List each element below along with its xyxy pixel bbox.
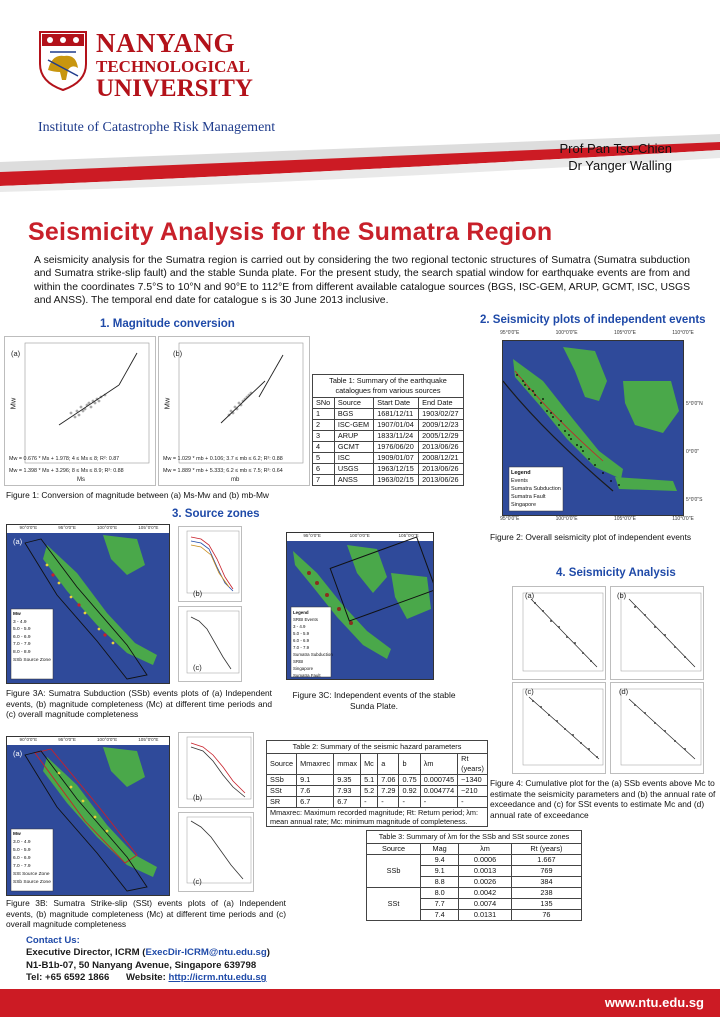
table1-cell: 7 [313,475,335,486]
table2-cell: 0.004774 [420,786,457,797]
fig3b-legend-item: SSb Source Zone [13,880,51,885]
table1-cell: 4 [313,442,335,453]
table1-cell: ISC [334,453,373,464]
table1-cell: 1976/06/20 [374,442,419,453]
table2-cell: SSt [267,786,297,797]
table2-cell: 5.2 [361,786,378,797]
lion-crest-icon [36,30,90,92]
fig3c-legend-item: 5.0 - 5.9 [293,631,310,636]
fig1-panel-a-label: (a) [11,349,21,358]
fig3b-legend-item: SSt Source Zone [13,872,50,877]
table2-row [267,797,488,808]
fig3a-map [6,524,170,684]
fig1-caption: Figure 1: Conversion of magnitude between (a) Ms-Mw and (b) mb-Mw [6,490,269,500]
table2-cell: - [361,797,378,808]
table2-cell: - [378,797,399,808]
fig3c-top-label: 100°0'0"E [349,533,370,538]
logo-line-2: TECHNOLOGICAL [96,57,250,76]
fig3b-legend [13,831,51,887]
table1-cell: 2013/06/26 [419,475,464,486]
table3-row [367,855,582,866]
fig1-b-equation-2: Mw = 1.889 * mb + 5.333; 6.2 ≤ mb ≤ 7.5; R²: 0.64 [163,468,283,474]
fig3c-legend-title: Legend [293,610,309,615]
fig2-top-label: 100°0'0"E [555,330,578,336]
fig4-panel-a-label: (a) [525,591,535,600]
table2-cell: 7.29 [378,786,399,797]
table2-caption: Table 2: Summary of the seismic hazard parameters [266,740,488,753]
table3-cell: 0.0042 [459,888,512,899]
table1-header-cell: Source [334,398,373,409]
fig2-legend-title: Legend [511,470,531,476]
table2-header-cell: b [399,754,420,775]
table1-cell: 2013/06/26 [419,442,464,453]
table1-cell: 2005/12/29 [419,431,464,442]
table3-cell: 1.667 [511,855,581,866]
fig2-top-label: 95°0'0"E [500,330,520,336]
fig4-panel-d-label: (d) [619,687,629,696]
fig2-caption: Figure 2: Overall seismicity plot of independent events [490,532,692,542]
fig3a-legend-item: 3 - 4.9 [13,619,27,625]
fig3b-top-label: 90°0'0"E [19,737,38,742]
fig3c-legend [293,609,333,679]
fig2-legend [511,469,561,509]
table1-cell: 1909/01/07 [374,453,419,464]
fig1-b-ylabel: Mw [162,397,172,410]
table3-cell: 0.0131 [459,910,512,921]
table2-header-cell: Mc [361,754,378,775]
table1-cell: 2008/12/21 [419,453,464,464]
table2-row [267,775,488,786]
table1-cell: 1907/01/04 [374,420,419,431]
ntu-logo [36,24,316,104]
fig3a-b-plot [179,527,243,603]
table2-cell: SR [267,797,297,808]
fig3a-panel-c [178,606,242,682]
fig3b-top-label: 95°0'0"E [58,737,76,742]
table1-cell: GCMT [334,442,373,453]
section-4-heading: 4. Seismicity Analysis [556,567,676,579]
table3-cell: 135 [511,899,581,910]
table1-cell: 2009/12/23 [419,420,464,431]
table2-row [267,786,488,797]
fig1-a-xlabel: Ms [77,477,85,483]
fig2-bottom-label: 105°0'0"E [613,516,636,522]
table2-cell: 0.92 [399,786,420,797]
institute-name: Institute of Catastrophe Risk Management [38,120,276,135]
fig3b-legend-title: Mw [13,832,21,837]
fig4-caption: Figure 4: Cumulative plot for the (a) SSb events above Mc to estimate the seismicity parameters and (b) the annual rate of exceedance and (c) for SSt events to estimate Mc and (d) annual rate of exceedance [490,778,716,820]
table2-cell: 0.000745 [420,775,457,786]
fig1-panel-b-label: (b) [173,349,183,358]
table2-cell: 7.93 [334,786,361,797]
author-1: Prof Pan Tso-Chien [559,141,672,156]
fig3c-legend-item: SRBI Events [293,617,318,622]
fig3a-legend-item: 5.0 - 5.9 [13,627,31,633]
fig2-bottom-label: 110°0'0"E [672,516,694,522]
fig3b-panel-c [178,812,254,892]
fig3c-map [286,532,434,680]
table3-header-cell: Rt (years) [511,844,581,855]
table2-note: Mmaxrec: Maximum recorded magnitude; Rt: Return period; λm: mean annual rate; Mc: minimum magnitude of completeness. [267,808,488,827]
fig3c-top-label: 105°0'0"E [398,533,419,538]
fig3b-legend-item: 6.0 - 6.9 [13,856,31,861]
table3-cell: 7.7 [421,899,459,910]
fig2-legend-item: Sumatra Subduction [511,486,561,492]
fig1-panel-a [4,336,156,486]
table3-cell: 769 [511,866,581,877]
table2-cell: 7.06 [378,775,399,786]
table1-header-cell: SNo [313,398,335,409]
table1-cell: 1833/11/24 [374,431,419,442]
table3-cell: 0.0006 [459,855,512,866]
fig4-panel-c [512,682,606,774]
table2-header-cell: Rt (years) [458,754,488,775]
table3-caption: Table 3: Summary of λm for the SSb and SSt source zones [366,830,582,843]
table1-row [313,464,464,475]
fig3b-top-label: 105°0'0"E [138,737,159,742]
table1-row [313,420,464,431]
contact-block [26,935,270,985]
table3-header-row [367,844,582,855]
fig4-panel-c-label: (c) [525,687,534,696]
authors [560,140,673,174]
fig3c-legend-item: 3 - 4.9 [293,624,306,629]
fig2-right-label: 0°0'0" [686,449,700,455]
fig4-a-plot [513,587,607,681]
fig4-c-plot [513,683,607,775]
fig3b-caption: Figure 3B: Sumatra Strike-slip (SSt) events plots of (a) Independent events, (b) magnitude completeness (Mc) at different time periods and (c) overall magnitude completeness [6,898,286,929]
contact-heading: Contact Us: [26,935,80,946]
fig1-panel-b [158,336,310,486]
fig3a-top-label: 105°0'0"E [138,525,159,530]
table2-cell: ~1340 [458,775,488,786]
fig3a-top-labels [9,525,169,530]
fig2-bottom-label: 100°0'0"E [555,516,578,522]
table2-cell: 9.35 [334,775,361,786]
table3-cell: 8.8 [421,877,459,888]
table1-cell: 1 [313,409,335,420]
table3-header-cell: Source [367,844,421,855]
fig4-panel-b [610,586,704,680]
table3-cell: 384 [511,877,581,888]
contact-director-prefix: Executive Director, ICRM ( [26,947,146,959]
section-3-heading: 3. Source zones [172,508,260,520]
table1-row [313,409,464,420]
fig3b-panel-a-label: (a) [13,749,23,758]
fig3a-top-label: 95°0'0"E [58,525,76,530]
table3-cell: 0.0013 [459,866,512,877]
fig2-legend-item: Events [511,478,528,484]
fig3a-legend-item: SSb Source Zone [13,657,51,663]
table3-cell: 0.0026 [459,877,512,888]
fig3b-legend-item: 7.0 - 7.9 [13,864,31,869]
fig3a-top-label: 100°0'0"E [96,525,118,530]
fig3a-c-plot [179,607,243,683]
fig1-a-ylabel: Mw [8,397,18,410]
fig3b-legend-item: 5.0 - 5.9 [13,848,31,853]
table3-header-cell: Mag [421,844,459,855]
fig2-map [502,340,684,516]
contact-phone-web [26,972,270,984]
fig2-top-label: 110°0'0"E [672,330,694,336]
fig2-right-label: 5°0'0"S [686,497,703,503]
table3-source-cell: SSt [367,888,421,921]
table1-cell: 1963/12/15 [374,464,419,475]
table1 [312,374,464,486]
table1-cell: BGS [334,409,373,420]
table3-cell: 9.1 [421,866,459,877]
fig2-top-label: 105°0'0"E [613,330,636,336]
fig2-right-labels [686,380,703,524]
fig3b-panel-b [178,732,254,808]
table3-source-cell: SSb [367,855,421,888]
fig1-b-equation-1: Mw = 1.029 * mb + 0.106; 3.7 ≤ mb ≤ 6.2; R²: 0.88 [163,456,283,462]
fig2-legend-item: Sumatra Fault [511,494,546,500]
table2-body [267,775,488,808]
fig2-bottom-labels [482,516,712,522]
table1-row [313,453,464,464]
fig3b-panel-b-label: (b) [193,793,203,802]
fig2-map-frame [482,330,712,528]
fig3b-map [6,736,170,896]
table1-header-cell: Start Date [374,398,419,409]
table3-cell: 8.0 [421,888,459,899]
table1-cell: ANSS [334,475,373,486]
table3-cell: 9.4 [421,855,459,866]
table1-cell: 2 [313,420,335,431]
table2-cell: 5.1 [361,775,378,786]
fig3c-legend-item: Sumatra Subduction [293,652,333,657]
table3 [366,830,582,921]
fig3c-legend-item: SRBI [293,659,304,664]
table2-cell: ~210 [458,786,488,797]
table1-row [313,475,464,486]
table2-cell: - [458,797,488,808]
contact-director [26,947,270,959]
table2 [266,740,488,827]
fig4-panel-d [610,682,704,774]
table1-cell: ARUP [334,431,373,442]
table2-header-cell: λm [420,754,457,775]
table2-cell: 6.7 [334,797,361,808]
table1-header-cell: End Date [419,398,464,409]
table3-header-cell: λm [459,844,512,855]
footer-url-link[interactable]: www.ntu.edu.sg [604,995,704,1010]
fig3a-legend-title: Mw [13,612,21,617]
fig4-panel-a [512,586,606,680]
fig3c-caption: Figure 3C: Independent events of the stable Sunda Plate. [292,690,456,711]
fig1-a-equation-1: Mw = 0.676 * Ms + 1.978; 4 ≤ Ms ≤ 8; R²: 0.87 [9,456,120,462]
fig3a-legend [13,611,51,664]
table1-cell: 6 [313,464,335,475]
table2-header-cell: mmax [334,754,361,775]
fig3a-panel-b-label: (b) [193,589,203,598]
fig3b-panel-c-label: (c) [193,877,202,886]
intro-paragraph: A seismicity analysis for the Sumatra region is carried out by considering the two regional tectonic structures of Sumatra (Sumatra subduction and Sumatra strike-slip fault) and the stable Sunda plate. For the present study, the search spatial window for earthquake events are from and within the coordinates 7.5°S to 10°N and 90°E to 112°E from different available catalogue sources (BGS, ISC-GEM, ARUP, GCMT, ISC, USGS and ANSS). The temporal end date for catalogue s is 30 June 2013 inclusive. [34,255,690,307]
fig3a-panel-c-label: (c) [193,663,202,672]
fig3c-legend-item: Singapore [293,666,314,671]
section-2-heading: 2. Seismicity plots of independent events [480,314,706,326]
contact-director-suffix: ) [266,947,270,959]
table2-cell: 6.7 [297,797,334,808]
fig1-a-equation-2: Mw = 1.398 * Ms + 3.296; 8 ≤ Ms ≤ 8.9; R²: 0.88 [9,468,124,474]
table2-cell: SSb [267,775,297,786]
fig4-b-plot [611,587,705,681]
fig3a-panel-b [178,526,242,602]
table1-cell: 1963/02/15 [374,475,419,486]
table2-header-cell: Mmaxrec [297,754,334,775]
table2-header-row [267,754,488,775]
contact-tel: Tel: +65 6592 1866 [26,972,110,984]
table1-cell: 1681/12/11 [374,409,419,420]
table3-body [367,855,582,921]
fig3a-top-label: 90°0'0"E [19,525,38,530]
table3-cell: 76 [511,910,581,921]
fig3a-legend-item: 7.0 - 7.9 [13,642,31,648]
table1-cell: 1903/02/27 [419,409,464,420]
contact-website-link[interactable]: http://icrm.ntu.edu.sg [168,972,267,984]
table3-cell: 238 [511,888,581,899]
fig3c-top-label: 95°0'0"E [303,533,321,538]
fig3b-top-labels [9,737,169,742]
fig2-right-label: 5°0'0"N [686,401,703,407]
fig3a-panel-a-label: (a) [13,537,23,546]
table1-cell: 3 [313,431,335,442]
fig3c-top-labels [289,533,433,538]
table2-cell: - [399,797,420,808]
fig3c-legend-item: 7.0 - 7.9 [293,645,310,650]
section-1-heading: 1. Magnitude conversion [100,318,235,330]
fig1-b-xlabel: mb [231,477,240,483]
table1-body [313,409,464,486]
fig4-d-plot [611,683,705,775]
poster-title: Seismicity Analysis for the Sumatra Region [28,218,553,246]
table3-cell: 7.4 [421,910,459,921]
fig3a-legend-item: 8.0 - 8.9 [13,649,31,655]
table1-cell: ISC-GEM [334,420,373,431]
fig2-legend-item: Singapore [511,502,537,508]
table1-row [313,442,464,453]
fig3b-c-plot [179,813,255,893]
table2-cell: 0.75 [399,775,420,786]
table1-header-row [313,398,464,409]
fig2-bottom-label: 95°0'0"E [500,516,520,522]
table3-row [367,888,582,899]
fig3b-legend-item: 3.0 - 4.9 [13,840,31,845]
table2-header-cell: Source [267,754,297,775]
contact-website-label: Website: [125,972,166,984]
fig3b-top-label: 100°0'0"E [96,737,118,742]
table2-cell: - [420,797,457,808]
fig4-panel-b-label: (b) [617,591,627,600]
author-2: Dr Yanger Walling [568,158,672,173]
fig2-top-labels [482,330,712,340]
table2-cell: 7.6 [297,786,334,797]
table1-caption: Table 1: Summary of the earthquake catalogues from various sources [312,374,464,397]
table2-header-cell: a [378,754,399,775]
logo-line-1: NANYANG [96,28,236,58]
fig3c-legend-item: 6.0 - 6.9 [293,638,310,643]
table3-cell: 0.0074 [459,899,512,910]
table1-row [313,431,464,442]
fig3c-legend-item: Sumatra Fault [293,673,321,678]
contact-address: N1-B1b-07, 50 Nanyang Avenue, Singapore 639798 [26,959,257,971]
fig3a-legend-item: 6.0 - 6.9 [13,634,31,640]
table2-cell: 9.1 [297,775,334,786]
contact-email-link[interactable]: ExecDir-ICRM@ntu.edu.sg [145,947,267,959]
table1-cell: 5 [313,453,335,464]
table1-cell: 2013/06/26 [419,464,464,475]
table1-cell: USGS [334,464,373,475]
fig3a-caption: Figure 3A: Sumatra Subduction (SSb) events plots of (a) Independent events, (b) magnitude completeness (Mc) at different time periods and (c) overall magnitude completeness [6,688,272,719]
fig3b-b-plot [179,733,255,809]
logo-line-3: UNIVERSITY [96,75,253,102]
